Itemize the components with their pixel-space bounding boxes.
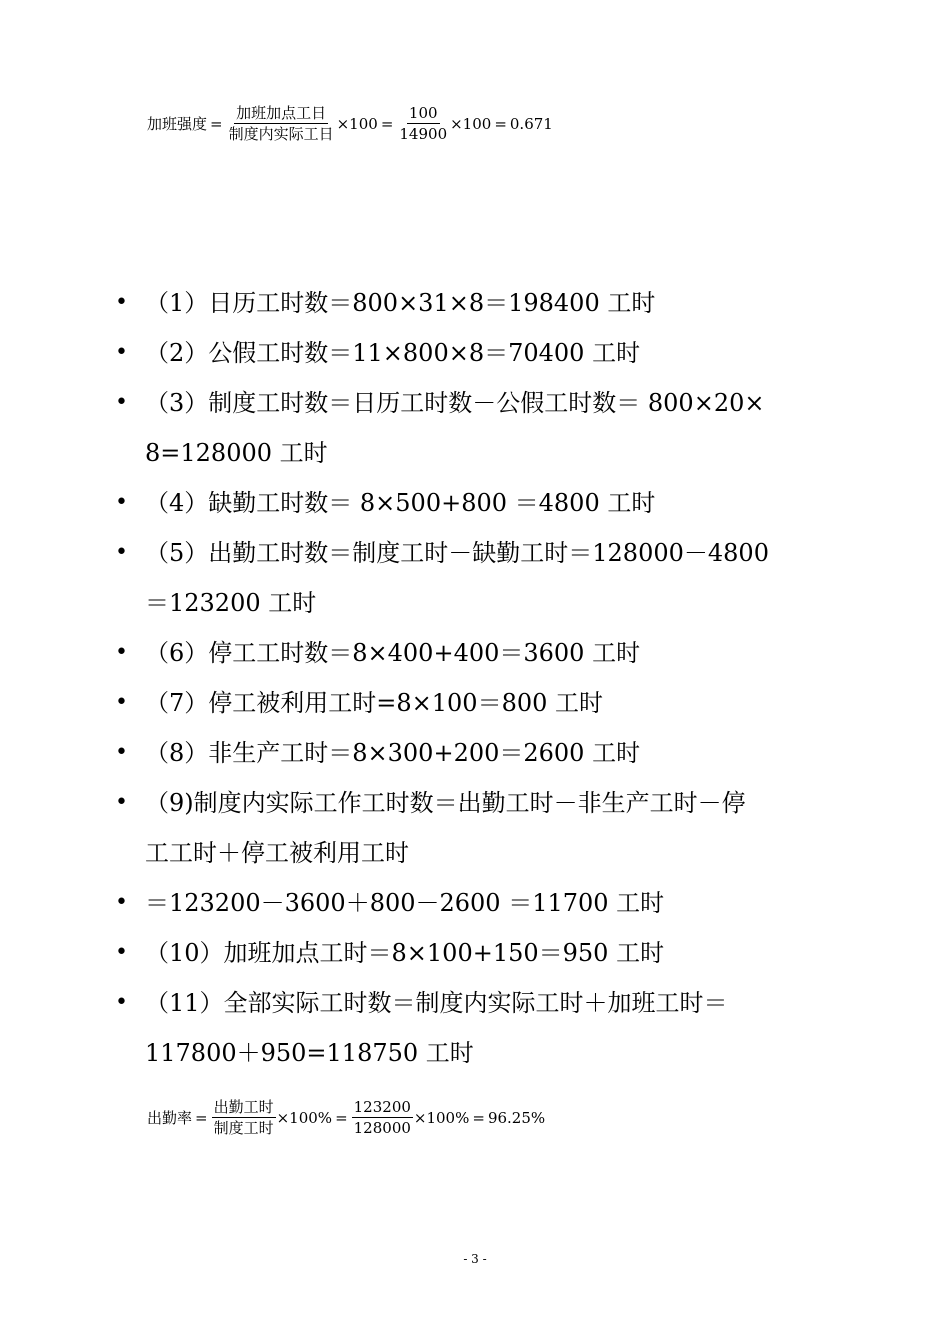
bullet-icon: • — [115, 790, 128, 815]
fraction-definition — [212, 1098, 276, 1137]
formula-lhs: 加班强度 — [147, 115, 208, 133]
overtime-intensity-formula — [147, 104, 553, 143]
item-text-continued: 117800＋950=118750 工时 — [145, 1039, 474, 1067]
formula-result: 96.25% — [487, 1108, 546, 1127]
bullet-icon: • — [115, 740, 128, 765]
item-text: （6）停工工时数＝8×400+400＝3600 工时 — [145, 639, 641, 667]
multiplier: ×100% — [276, 1108, 333, 1127]
item-text: ＝123200－3600＋800－2600 ＝11700 工时 — [145, 889, 665, 917]
fraction-denominator: 制度内实际工日 — [228, 125, 334, 143]
item-text: （9)制度内实际工作工时数＝出勤工时－非生产工时－停 — [145, 789, 746, 817]
fraction-denominator: 128000 — [353, 1119, 411, 1137]
fraction-numerator: 123200 — [353, 1098, 411, 1116]
item-text: （5）出勤工时数＝制度工时－缺勤工时＝128000－4800 — [145, 539, 769, 567]
fraction-denominator: 制度工时 — [213, 1119, 274, 1137]
bullet-icon: • — [115, 640, 128, 665]
equals-sign: = — [210, 114, 223, 133]
list-item — [115, 678, 875, 728]
item-text: （10）加班加点工时＝8×100+150＝950 工时 — [145, 939, 665, 967]
item-text-continued: 8=128000 工时 — [145, 439, 328, 467]
equals-sign: = — [380, 114, 394, 133]
calculation-list — [115, 278, 875, 1078]
bullet-icon: • — [115, 940, 128, 965]
page-number: - 3 - — [463, 1252, 487, 1266]
fraction-values — [352, 1098, 413, 1137]
item-text: （1）日历工时数＝800×31×8＝198400 工时 — [145, 289, 656, 317]
attendance-rate-formula — [147, 1098, 545, 1137]
fraction-numerator: 加班加点工日 — [236, 104, 327, 122]
list-item — [115, 378, 875, 478]
item-text: （4）缺勤工时数＝ 8×500+800 ＝4800 工时 — [145, 489, 656, 517]
bullet-icon: • — [115, 290, 128, 315]
fraction-numerator: 出勤工时 — [213, 1098, 274, 1116]
list-item — [115, 628, 875, 678]
list-item — [115, 328, 875, 378]
list-item — [115, 278, 875, 328]
multiplier: ×100 — [450, 114, 492, 133]
list-item — [115, 928, 875, 978]
item-text-continued: 工工时＋停工被利用工时 — [145, 839, 409, 867]
formula-lhs: 出勤率 — [147, 1109, 193, 1127]
bullet-icon: • — [115, 390, 128, 415]
multiplier: ×100 — [336, 114, 378, 133]
item-text: （11）全部实际工时数＝制度内实际工时＋加班工时＝ — [145, 989, 728, 1017]
bullet-icon: • — [115, 890, 128, 915]
equals-sign: = — [195, 1108, 208, 1127]
list-item — [115, 978, 875, 1078]
equals-sign: = — [494, 114, 507, 133]
fraction-values — [397, 104, 449, 143]
fraction-denominator: 14900 — [399, 125, 448, 143]
list-item — [115, 528, 875, 628]
bullet-icon: • — [115, 990, 128, 1015]
formula-result: 0.671 — [509, 114, 553, 133]
list-item — [115, 728, 875, 778]
item-text: （2）公假工时数＝11×800×8＝70400 工时 — [145, 339, 641, 367]
equals-sign: = — [472, 1108, 485, 1127]
item-text: （8）非生产工时＝8×300+200＝2600 工时 — [145, 739, 641, 767]
equals-sign: = — [335, 1108, 348, 1127]
fraction-definition — [227, 104, 336, 143]
list-item — [115, 778, 875, 878]
fraction-numerator: 100 — [408, 104, 438, 122]
item-text: （7）停工被利用工时=8×100＝800 工时 — [145, 689, 604, 717]
item-text: （3）制度工时数＝日历工时数－公假工时数＝ 800×20× — [145, 389, 765, 417]
item-text-continued: ＝123200 工时 — [145, 589, 317, 617]
multiplier: ×100% — [413, 1108, 470, 1127]
bullet-icon: • — [115, 340, 128, 365]
list-item — [115, 878, 875, 928]
list-item — [115, 478, 875, 528]
bullet-icon: • — [115, 540, 128, 565]
bullet-icon: • — [115, 490, 128, 515]
bullet-icon: • — [115, 690, 128, 715]
